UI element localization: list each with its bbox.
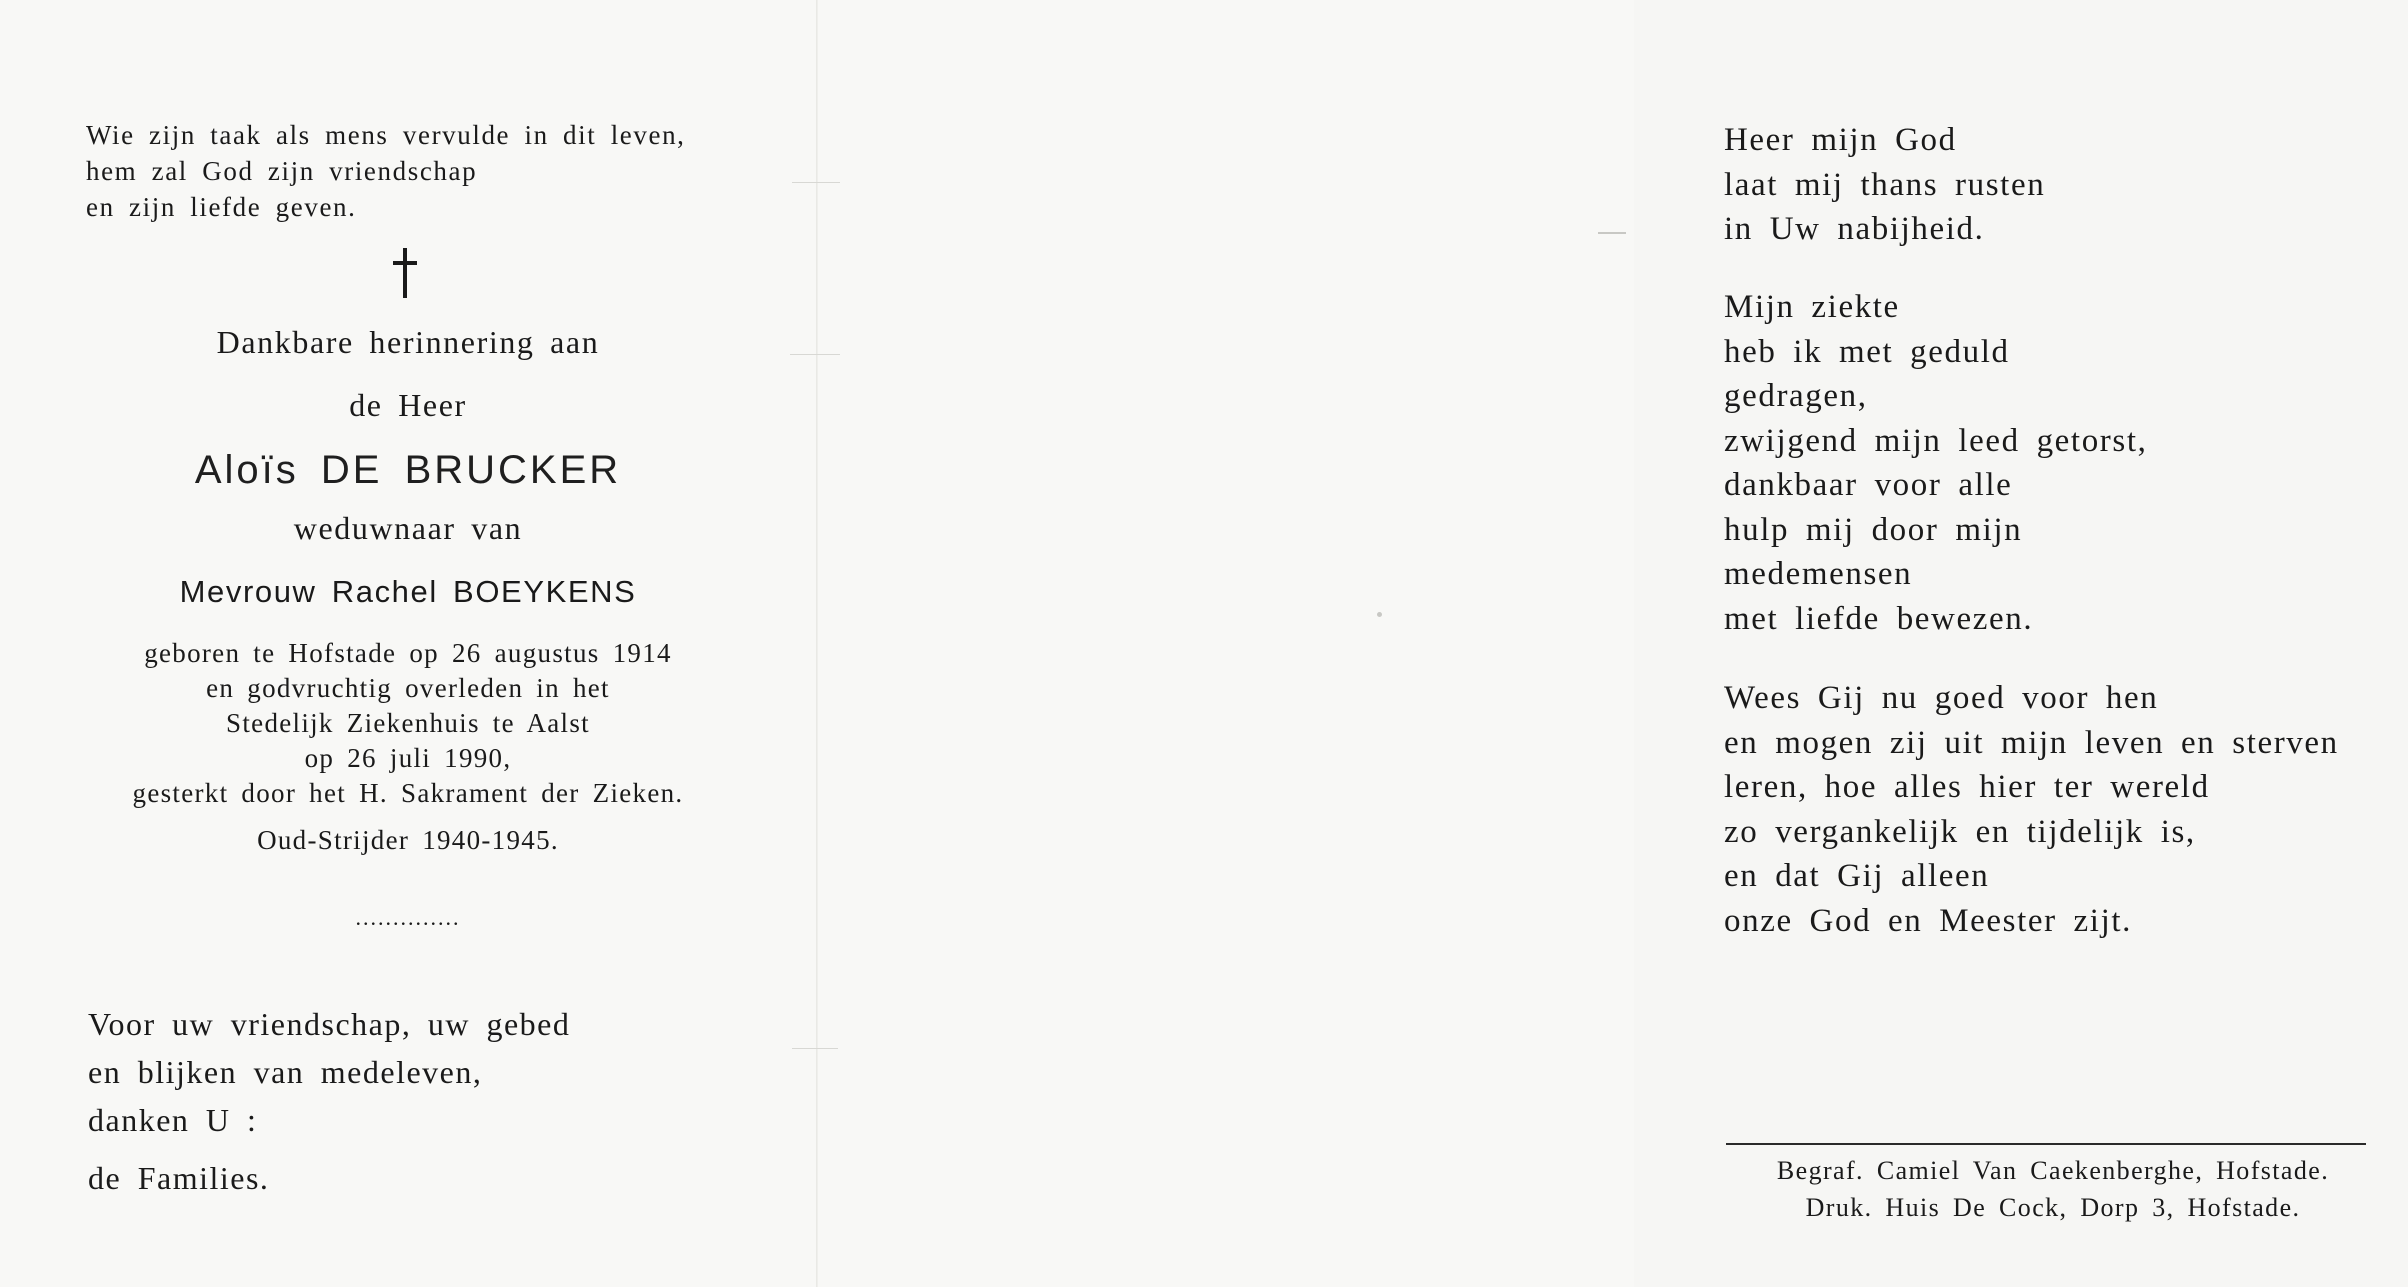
prayer-line: Wees Gij nu goed voor hen xyxy=(1724,680,2159,716)
prayer-line: Mijn ziekte xyxy=(1724,289,1900,325)
intro-line: Wie zijn taak als mens vervulde in dit leven, xyxy=(86,120,686,150)
prayer-line: hulp mij door mijn xyxy=(1724,511,2023,548)
prayer-stanza-1 xyxy=(1724,118,2045,252)
prayer-stanza-2 xyxy=(1724,285,2147,641)
intro-verse xyxy=(86,117,686,225)
prayer-line: zwijgend mijn leed getorst, xyxy=(1724,422,2148,459)
honorific: de Heer xyxy=(349,387,467,423)
fold-crease-mark xyxy=(792,1048,838,1049)
spouse-name: Mevrouw Rachel BOEYKENS xyxy=(179,574,637,609)
intro-line: en zijn liefde geven. xyxy=(86,192,357,222)
bio-line: Stedelijk Ziekenhuis te Aalst xyxy=(226,708,590,738)
undertaker-credit: Begraf. Camiel Van Caekenberghe, Hofstade. xyxy=(1776,1156,2330,1185)
prayer-stanza-3 xyxy=(1724,676,2339,943)
prayer-line: en dat Gij alleen xyxy=(1724,858,1990,894)
prayer-line: zo vergankelijk en tijdelijk is, xyxy=(1724,813,2196,850)
thanks-line: danken U : xyxy=(88,1102,258,1138)
printer-credits xyxy=(1698,1152,2408,1226)
thanks-line: en blijken van medeleven, xyxy=(88,1054,483,1090)
deceased-name: Aloïs DE BRUCKER xyxy=(194,448,622,492)
paper-mark xyxy=(1598,232,1626,234)
prayer-line: en mogen zij uit mijn leven en sterven xyxy=(1724,724,2339,761)
intro-line: hem zal God zijn vriendschap xyxy=(86,156,478,186)
prayer-line: laat mij thans rusten xyxy=(1724,166,2046,203)
bio-line: en godvruchtig overleden in het xyxy=(206,673,610,703)
dotted-separator: .............. xyxy=(355,905,461,930)
bio-line: op 26 juli 1990, xyxy=(304,743,512,773)
prayer-line: heb ik met geduld xyxy=(1724,333,2010,370)
prayer-line: leren, hoe alles hier ter wereld xyxy=(1724,769,2210,805)
cross-icon xyxy=(390,248,420,298)
bio-line: geboren te Hofstade op 26 augustus 1914 xyxy=(144,638,672,668)
printer-credit: Druk. Huis De Cock, Dorp 3, Hofstade. xyxy=(1805,1193,2301,1222)
veteran-note: Oud-Strijder 1940-1945. xyxy=(257,825,559,855)
prayer-line: in Uw nabijheid. xyxy=(1724,211,1985,247)
prayer-line: medemensen xyxy=(1724,556,1913,592)
thanks-line: Voor uw vriendschap, uw gebed xyxy=(88,1006,571,1042)
prayer-line: onze God en Meester zijt. xyxy=(1724,902,2132,939)
card-fold xyxy=(816,0,818,1287)
memorial-heading: Dankbare herinnering aan xyxy=(216,324,600,360)
prayer-line: gedragen, xyxy=(1724,378,1868,414)
prayer-line: dankbaar voor alle xyxy=(1724,467,2013,503)
thanks-text xyxy=(88,1000,570,1144)
prayer-line: met liefde bewezen. xyxy=(1724,600,2034,637)
prayer-line: Heer mijn God xyxy=(1724,122,1957,158)
credits-divider xyxy=(1726,1143,2366,1145)
paper-speck xyxy=(1377,612,1382,617)
biography xyxy=(0,636,816,811)
fold-crease-mark xyxy=(792,182,840,183)
relation-label: weduwnaar van xyxy=(293,510,523,546)
bio-line: gesterkt door het H. Sakrament der Zieken. xyxy=(132,778,684,808)
family-signature: de Families. xyxy=(88,1160,270,1196)
